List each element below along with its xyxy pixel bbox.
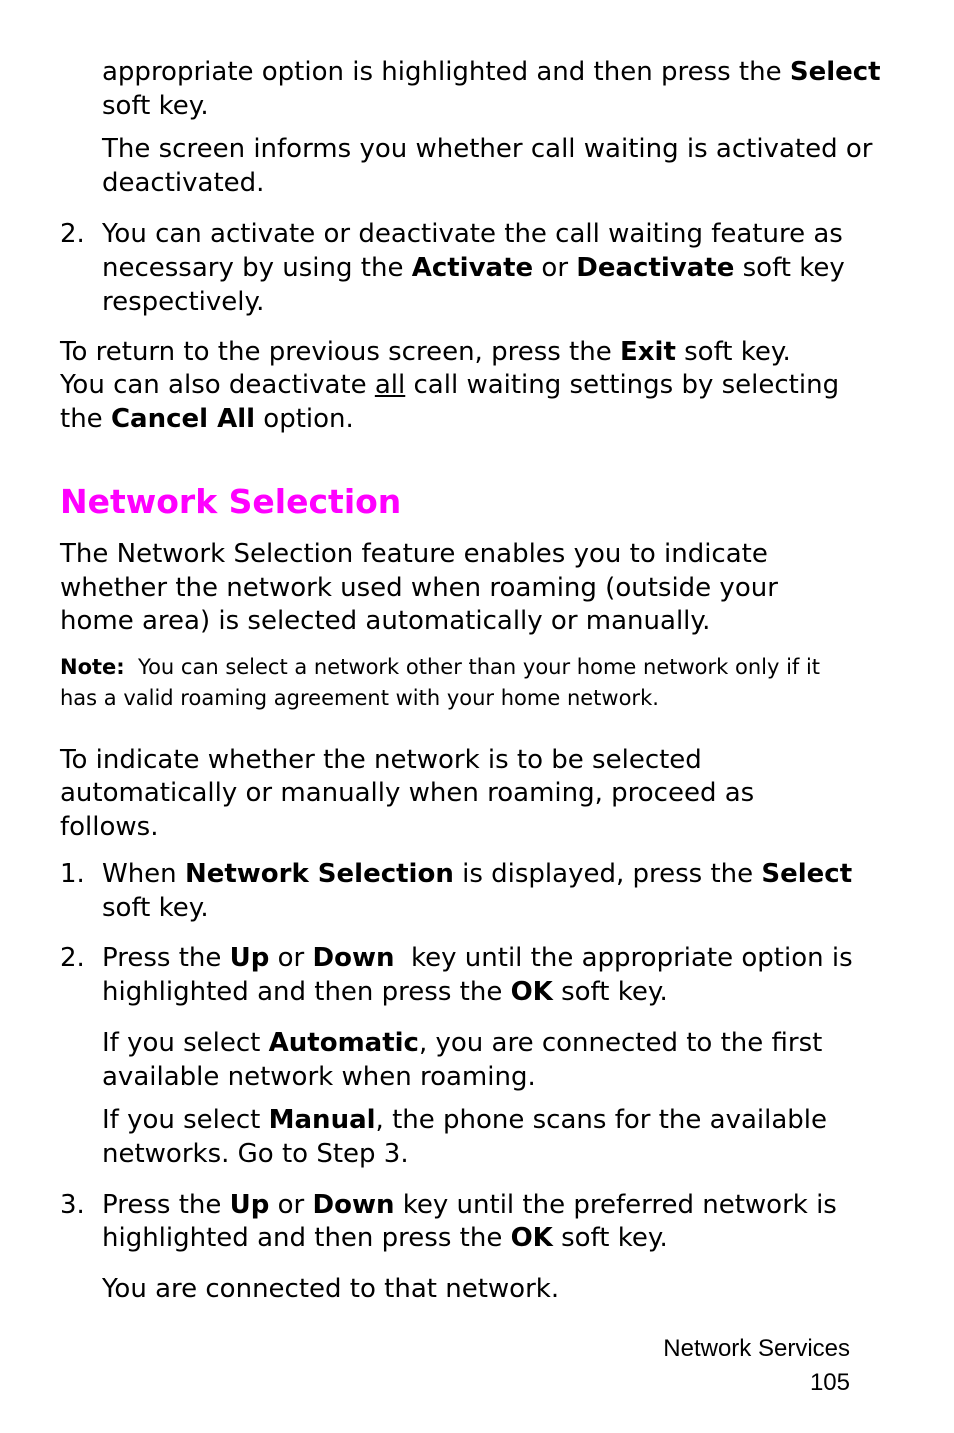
note-line: Note: You can select a network other than your home network only if it	[60, 655, 821, 679]
step-number: 3.	[60, 1190, 85, 1220]
step-line: soft key.	[102, 893, 209, 923]
intro-line: The Network Selection feature enables you to indicate	[60, 539, 768, 569]
paragraph-line: You can also deactivate all call waiting settings by selecting	[60, 370, 840, 400]
option-line: If you select Automatic, you are connected to the first	[102, 1028, 823, 1058]
footer-chapter: Network Services	[663, 1335, 850, 1362]
step-line: highlighted and then press the OK soft key.	[102, 977, 668, 1007]
intro-line: home area) is selected automatically or manually.	[60, 606, 711, 636]
page-number: 105	[809, 1369, 850, 1396]
info-line: deactivated.	[102, 168, 265, 198]
option-line: If you select Manual, the phone scans for the available	[102, 1105, 828, 1135]
procedure-line: To indicate whether the network is to be selected	[60, 745, 702, 775]
continuation-line: appropriate option is highlighted and then press the Select	[102, 57, 881, 87]
result-line: You are connected to that network.	[102, 1274, 560, 1304]
note-label: Note:	[60, 655, 125, 679]
procedure-line: follows.	[60, 812, 159, 842]
step-line: When Network Selection is displayed, press the Select	[102, 859, 853, 889]
continuation-line: soft key.	[102, 91, 209, 121]
step-number: 1.	[60, 859, 85, 889]
paragraph-line: the Cancel All option.	[60, 404, 354, 434]
option-line: networks. Go to Step 3.	[102, 1139, 409, 1169]
section-heading: Network Selection	[60, 482, 402, 521]
step-number: 2.	[60, 219, 85, 249]
step-line: necessary by using the Activate or Deactivate soft key	[102, 253, 845, 283]
step-number: 2.	[60, 943, 85, 973]
paragraph-line: To return to the previous screen, press the Exit soft key.	[60, 337, 791, 367]
step-line: You can activate or deactivate the call waiting feature as	[102, 219, 843, 249]
step-line: respectively.	[102, 287, 265, 317]
note-line: has a valid roaming agreement with your home network.	[60, 686, 659, 710]
step-line: Press the Up or Down key until the preferred network is	[102, 1190, 837, 1220]
info-line: The screen informs you whether call waiting is activated or	[102, 134, 873, 164]
step-line: highlighted and then press the OK soft key.	[102, 1223, 668, 1253]
option-line: available network when roaming.	[102, 1062, 536, 1092]
step-line: Press the Up or Down key until the appropriate option is	[102, 943, 853, 973]
procedure-line: automatically or manually when roaming, proceed as	[60, 778, 755, 808]
intro-line: whether the network used when roaming (outside your	[60, 573, 778, 603]
